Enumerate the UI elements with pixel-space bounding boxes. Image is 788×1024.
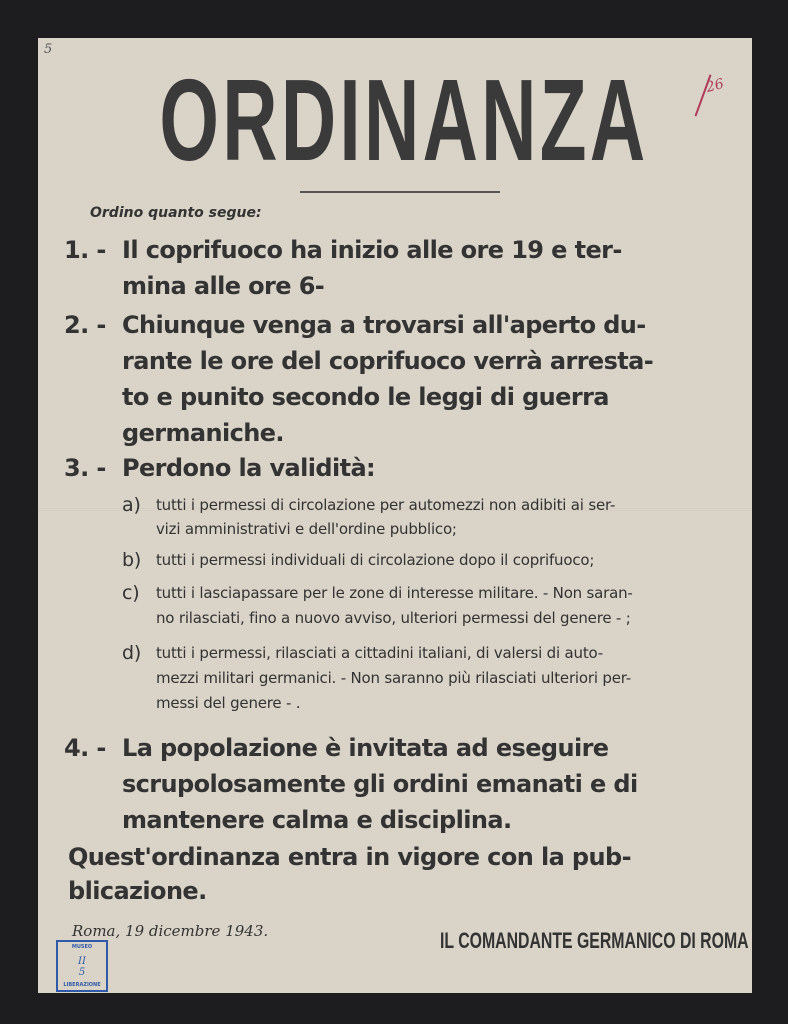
stamp-number: [58, 956, 106, 978]
item-line: germaniche.: [122, 419, 284, 447]
stamp-number-line: 5: [78, 967, 86, 978]
page-title: ORDINANZA: [159, 55, 649, 185]
subitem-line: vizi amministrativi e dell'ordine pubblico;: [156, 519, 457, 538]
stamp-top: MUSEO: [71, 944, 93, 950]
poster-sheet: [38, 38, 752, 993]
item-number: 2. -: [64, 311, 106, 339]
subitem-letter: b): [122, 549, 142, 571]
pencil-mark: 26: [704, 75, 726, 97]
intro-text: Ordino quanto segue:: [90, 205, 262, 221]
closing-line: Quest'ordinanza entra in vigore con la pub-: [68, 843, 631, 871]
subitem-letter: d): [122, 642, 142, 664]
subitem-line: tutti i permessi, rilasciati a cittadini italiani, di valersi di auto-: [156, 644, 603, 662]
item-number: 4. -: [64, 734, 106, 762]
signature: IL COMANDANTE GERMANICO DI ROMA: [440, 928, 749, 953]
item-line: Perdono la validità:: [122, 454, 376, 482]
margin-number: 5: [44, 42, 53, 57]
title-underline: [300, 191, 500, 193]
item-line: rante le ore del coprifuoco verrà arresta-: [122, 347, 654, 375]
item-number: 3. -: [64, 454, 106, 482]
stamp-number-line: II: [78, 956, 86, 967]
closing-line: blicazione.: [68, 877, 207, 905]
item-line: Chiunque venga a trovarsi all'aperto du-: [122, 311, 646, 339]
item-number: 1. -: [64, 236, 106, 264]
subitem-line: tutti i permessi di circolazione per automezzi non adibiti ai ser-: [156, 496, 616, 514]
subitem-line: mezzi militari germanici. - Non saranno più rilasciati ulteriori per-: [156, 669, 631, 687]
museum-stamp: [56, 940, 108, 992]
stamp-bottom: LIBERAZIONE: [63, 982, 101, 988]
item-line: La popolazione è invitata ad eseguire: [122, 734, 609, 762]
item-line: scrupolosamente gli ordini emanati e di: [122, 770, 638, 798]
subitem-letter: a): [122, 494, 141, 516]
subitem-line: no rilasciati, fino a nuovo avviso, ulteriori permessi del genere - ;: [156, 609, 631, 627]
subitem-letter: c): [122, 582, 140, 604]
item-line: Il coprifuoco ha inizio alle ore 19 e ter-: [122, 236, 622, 264]
item-line: mina alle ore 6-: [122, 272, 325, 300]
subitem-line: messi del genere - .: [156, 694, 301, 712]
item-line: mantenere calma e disciplina.: [122, 806, 512, 834]
item-line: to e punito secondo le leggi di guerra: [122, 383, 609, 411]
subitem-line: tutti i permessi individuali di circolazione dopo il coprifuoco;: [156, 551, 595, 569]
subitem-line: tutti i lasciapassare per le zone di interesse militare. - Non saran-: [156, 584, 633, 602]
place-date: Roma, 19 dicembre 1943.: [72, 922, 269, 940]
